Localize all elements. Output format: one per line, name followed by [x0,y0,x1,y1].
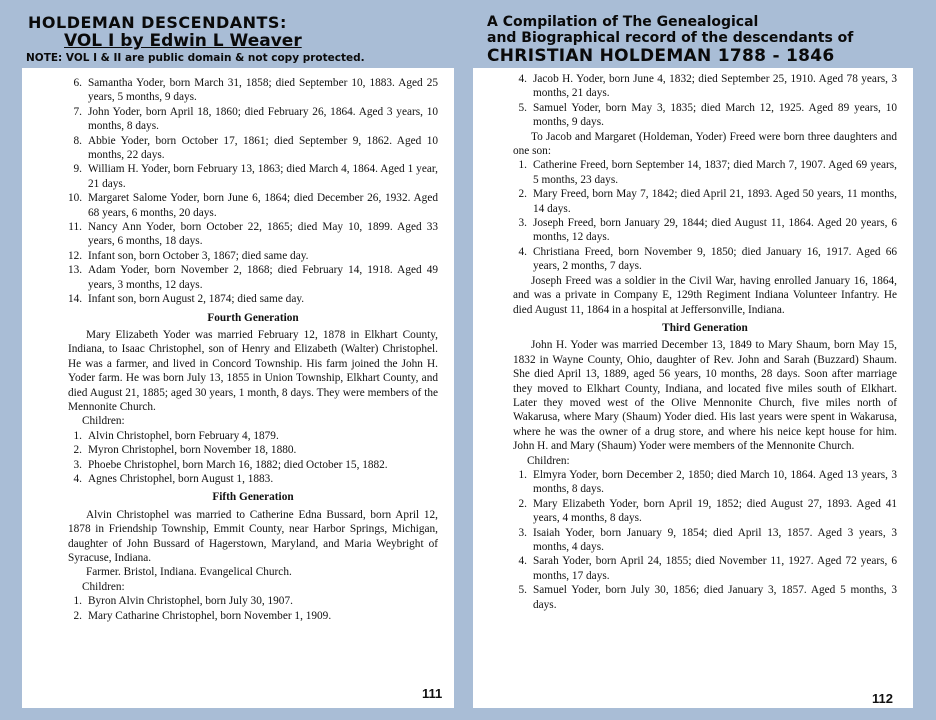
list-item [513,526,897,555]
item-text: Abbie Yoder, born October 17, 1861; died September 9, 1862. Aged 10 months, 22 days. [88,134,438,162]
third-generation-paragraph: John H. Yoder was married December 13, 1849 to Mary Shaum, born May 15, 1832 in Wayne County, Ohio, daughter of Rev. John and Sarah (Buzzard) Shaum. She died April 13, 1889, aged 56 years, 10 months, 28 days. Soon after marriage they moved to Elkhart County, Indiana, and located five miles south of Elkhart. Later they moved west of the Olive Mennonite Church, five miles north of Wakarusa, where Mary (Shaum) Yoder died. His last years were spent in Wakarusa, where he was the owner of a drug store, and where his neice kept house for him. John H. and Mary (Shaum) Yoder were members of the Mennonite Church. [513,339,897,453]
entry-list [68,76,438,307]
list-item [513,554,897,583]
item-number: 8. [73,134,82,147]
list-item [513,245,897,274]
item-text: Infant son, born October 3, 1867; died same day. [88,249,309,262]
item-number: 13. [68,264,83,277]
item-number: 2. [518,188,527,201]
list-item [513,216,897,245]
item-number: 2. [73,444,82,457]
item-number: 7. [73,105,82,118]
third-generation-heading: Third Generation [662,321,748,334]
list-item [513,187,897,216]
right-header-line2: and Biographical record of the descendants of [487,30,854,46]
list-item [68,609,438,623]
item-number: 1. [73,429,82,442]
freed-children-list [513,158,897,273]
page-111 [22,68,454,708]
fourth-generation-paragraph: Mary Elizabeth Yoder was married February 12, 1878 in Elkhart County, Indiana, to Isaac Christophel, son of Henry and Elizabeth (Walter) Christophel. He was a farmer, and lived in Concord Township. His farm joined the John H. Yoder farm. He was born July 13, 1855 in Union Township, Elkhart County, and died August 21, 1885; aged 30 years, 1 month, 8 days. They were members of the Mennonite Church. [68,328,438,413]
item-text: Christiana Freed, born November 9, 1850; died January 16, 1917. Aged 66 years, 2 months, 7 days. [533,245,897,273]
item-text: John Yoder, born April 18, 1860; died February 26, 1864. Aged 3 years, 10 months, 8 days. [88,105,438,133]
list-item [68,134,438,163]
item-number: 5. [518,584,527,597]
item-number: 1. [73,595,82,608]
item-text: Mary Elizabeth Yoder, born April 19, 1852; died August 27, 1893. Aged 41 years, 4 months, 8 days. [533,497,897,525]
item-number: 3. [73,458,82,471]
item-text: Joseph Freed, born January 29, 1844; died August 11, 1864. Aged 20 years, 6 months, 12 days. [533,217,897,244]
right-header-line1: A Compilation of The Genealogical [487,14,759,30]
list-item [68,249,438,263]
list-item [68,594,438,608]
fourth-generation-heading: Fourth Generation [207,311,299,324]
item-text: Catherine Freed, born September 14, 1837; died March 7, 1907. Aged 69 years, 5 months, 23 days. [533,159,897,186]
item-number: 3. [518,526,527,539]
item-number: 4. [518,73,527,85]
item-number: 10. [68,192,83,205]
freed-intro-paragraph: To Jacob and Margaret (Holdeman, Yoder) Freed were born three daughters and one son: [513,130,897,158]
item-number: 6. [73,77,82,89]
item-text: Mary Catharine Christophel, born November 1, 1909. [88,609,332,622]
page-112 [473,68,913,708]
item-text: Sarah Yoder, born April 24, 1855; died November 11, 1927. Aged 72 years, 6 months, 17 days. [533,555,897,582]
children-list [68,429,438,487]
list-item [68,263,438,292]
list-item [513,497,897,526]
page-number-left: 111 [422,686,443,701]
item-text: William H. Yoder, born February 13, 1863; died March 4, 1864. Aged 1 year, 21 days. [88,163,438,190]
list-item [68,191,438,220]
left-header-volume: VOL I by Edwin L Weaver [64,31,302,51]
list-item [513,158,897,187]
item-number: 1. [518,468,527,481]
item-number: 5. [518,101,527,114]
fifth-generation-heading: Fifth Generation [212,491,294,504]
entry-list [513,72,897,130]
item-text: Infant son, born August 2, 1874; died same day. [88,293,305,306]
list-item [68,105,438,134]
children-list [68,594,438,623]
list-item [513,583,897,612]
item-text: Adam Yoder, born November 2, 1868; died February 14, 1918. Aged 49 years, 3 months, 12 days. [88,264,438,291]
item-number: 4. [73,472,82,485]
fifth-generation-paragraph: Alvin Christophel was married to Catherine Edna Bussard, born April 12, 1878 in Friendship Township, Emmit County, near Harbor Springs, Michigan, daughter of John Bussard of Hagerstown, Maryland, and Maria Weybright of Syracuse, Indiana. [68,508,438,564]
item-number: 11. [68,221,82,234]
left-page-text [68,76,438,623]
list-item [68,472,438,486]
list-item [68,220,438,249]
children-label: Children: [82,415,125,428]
joseph-freed-paragraph: Joseph Freed was a soldier in the Civil War, having enrolled January 16, 1864, and was a private in Company E, 129th Regiment Indiana Volunteer Infantry. He died August 11, 1864 in a hospital at Jeffersonville, Indiana. [513,274,897,316]
left-header-title: HOLDEMAN DESCENDANTS: [28,13,287,32]
item-text: Myron Christophel, born November 18, 1880. [88,444,297,457]
list-item [513,101,897,130]
item-text: Samantha Yoder, born March 31, 1858; died September 10, 1883. Aged 25 years, 5 months, 9 days. [88,77,438,104]
list-item [513,468,897,497]
item-number: 9. [73,163,82,176]
item-text: Alvin Christophel, born February 4, 1879. [88,429,279,442]
item-number: 4. [518,555,527,568]
occupation-line: Farmer. Bristol, Indiana. Evangelical Church. [86,566,292,579]
item-text: Elmyra Yoder, born December 2, 1850; died March 10, 1864. Aged 13 years, 3 months, 8 days. [533,468,897,496]
item-text: Byron Alvin Christophel, born July 30, 1907. [88,595,293,608]
list-item [68,443,438,457]
right-page-text [513,72,897,612]
children-label: Children: [527,454,570,467]
children-label: Children: [82,580,125,593]
item-text: Samuel Yoder, born May 3, 1835; died March 12, 1925. Aged 89 years, 10 months, 9 days. [533,101,897,129]
list-item [513,72,897,101]
left-header-note: NOTE: VOL I & II are public domain & not copy protected. [26,52,365,64]
list-item [68,458,438,472]
right-header-title: CHRISTIAN HOLDEMAN 1788 - 1846 [487,46,835,66]
children-list [513,468,897,612]
item-number: 4. [518,245,527,258]
item-text: Nancy Ann Yoder, born October 22, 1865; died May 10, 1899. Aged 33 years, 6 months, 18 days. [88,221,438,248]
item-text: Isaiah Yoder, born January 9, 1854; died April 13, 1857. Aged 3 years, 3 months, 4 days. [533,526,897,553]
item-number: 3. [518,217,527,230]
item-number: 1. [518,159,527,172]
list-item [68,76,438,105]
item-text: Mary Freed, born May 7, 1842; died April 21, 1893. Aged 50 years, 11 months, 14 days. [533,188,897,215]
item-text: Phoebe Christophel, born March 16, 1882; died October 15, 1882. [88,458,388,471]
item-text: Margaret Salome Yoder, born June 6, 1864; died December 26, 1932. Aged 68 years, 6 months, 20 days. [88,192,438,219]
list-item [68,292,438,306]
item-text: Samuel Yoder, born July 30, 1856; died January 3, 1857. Aged 5 months, 3 days. [533,584,897,611]
item-number: 2. [73,609,82,622]
item-number: 2. [518,497,527,510]
item-number: 12. [68,249,83,262]
list-item [68,162,438,191]
list-item [68,429,438,443]
item-number: 14. [68,293,83,306]
item-text: Agnes Christophel, born August 1, 1883. [88,472,274,485]
item-text: Jacob H. Yoder, born June 4, 1832; died September 25, 1910. Aged 78 years, 3 months, 21 days. [533,73,897,100]
page-number-right: 112 [872,691,893,706]
